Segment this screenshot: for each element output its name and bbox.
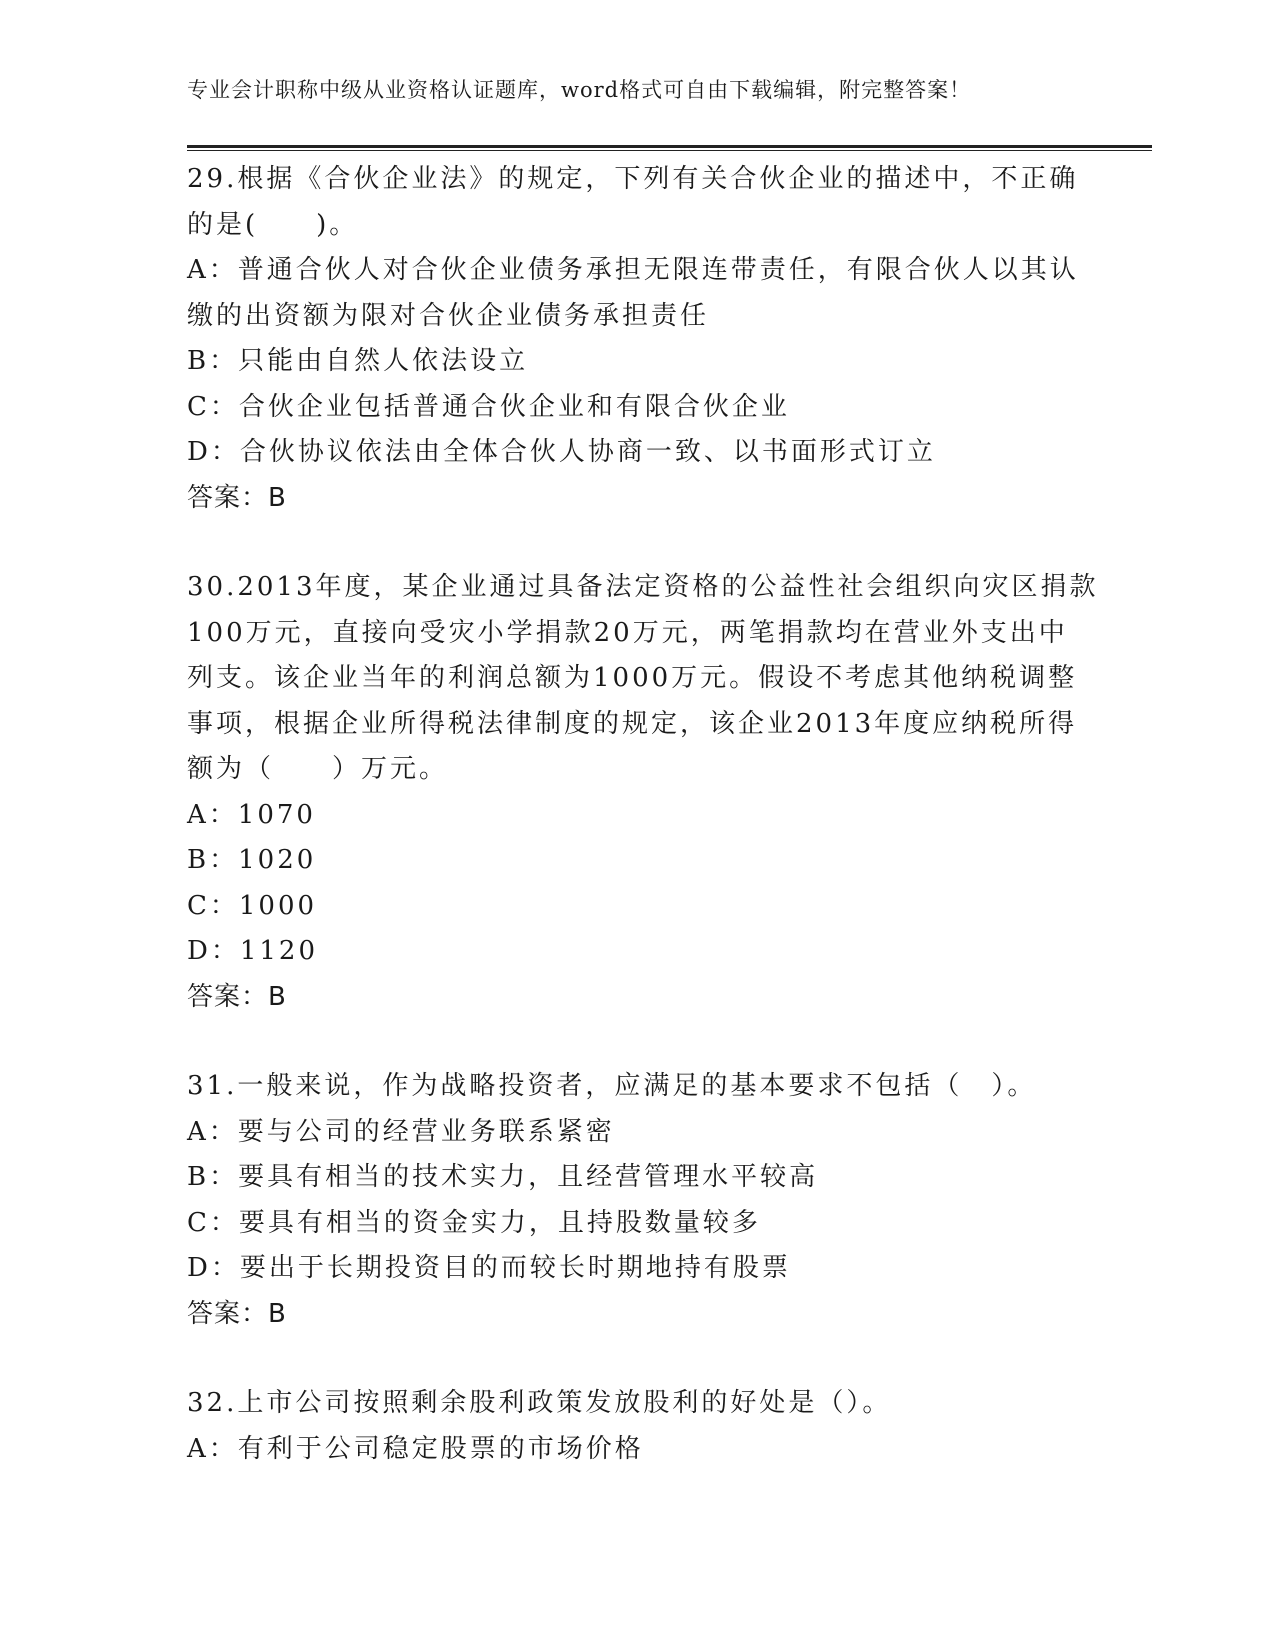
question-29 [187, 157, 1087, 521]
answer: 答案：B [187, 1298, 287, 1329]
option-a: A：有利于公司稳定股票的市场价格 [187, 1433, 644, 1464]
option-d: D：合伙协议依法由全体合伙人协商一致、以书面形式订立 [187, 437, 936, 467]
option-b: B：要具有相当的技术实力，且经营管理水平较高 [187, 1162, 819, 1192]
option-d: D：1120 [187, 936, 319, 966]
question-text: 100万元，直接向受灾小学捐款20万元，两笔捐款均在营业外支出中 [187, 617, 1068, 648]
question-text: 列支。该企业当年的利润总额为1000万元。假设不考虑其他纳税调整 [187, 663, 1078, 693]
question-30 [187, 565, 1099, 1020]
option-a: A：普通合伙人对合伙企业债务承担无限连带责任，有限合伙人以其认 [187, 255, 1079, 285]
question-text: 31.一般来说，作为战略投资者，应满足的基本要求不包括（ ）。 [187, 1071, 1037, 1101]
question-list [187, 157, 1099, 1516]
option-b: B：1020 [187, 845, 317, 875]
question-text: 32.上市公司按照剩余股利政策发放股利的好处是（）。 [187, 1388, 892, 1418]
option-c: C：1000 [187, 890, 318, 921]
header-rule-thick [187, 145, 1152, 148]
question-text: 30.2013年度，某企业通过具备法定资格的公益性社会组织向灾区捐款 [187, 572, 1099, 602]
option-c: C：要具有相当的资金实力，且持股数量较多 [187, 1207, 761, 1238]
header-rule-thin [187, 150, 1152, 151]
question-text: 29.根据《合伙企业法》的规定，下列有关合伙企业的描述中，不正确 [187, 164, 1079, 194]
question-text: 事项，根据企业所得税法律制度的规定，该企业2013年度应纳税所得 [187, 708, 1078, 739]
option-a-continued: 缴的出资额为限对合伙企业债务承担责任 [187, 300, 710, 331]
option-a: A：要与公司的经营业务联系紧密 [187, 1116, 615, 1147]
question-32 [187, 1381, 1087, 1472]
answer: 答案：B [187, 981, 287, 1012]
option-c: C：合伙企业包括普通合伙企业和有限合伙企业 [187, 391, 790, 422]
question-text: 额为（ ）万元。 [187, 754, 449, 784]
question-31 [187, 1064, 1087, 1337]
option-b: B：只能由自然人依法设立 [187, 346, 529, 376]
question-text: 的是( )。 [187, 209, 359, 240]
answer: 答案：B [187, 482, 287, 513]
option-d: D：要出于长期投资目的而较长时期地持有股票 [187, 1253, 791, 1283]
option-a: A：1070 [187, 799, 316, 830]
page-header: 专业会计职称中级从业资格认证题库，word格式可自由下载编辑，附完整答案！ [187, 78, 972, 102]
